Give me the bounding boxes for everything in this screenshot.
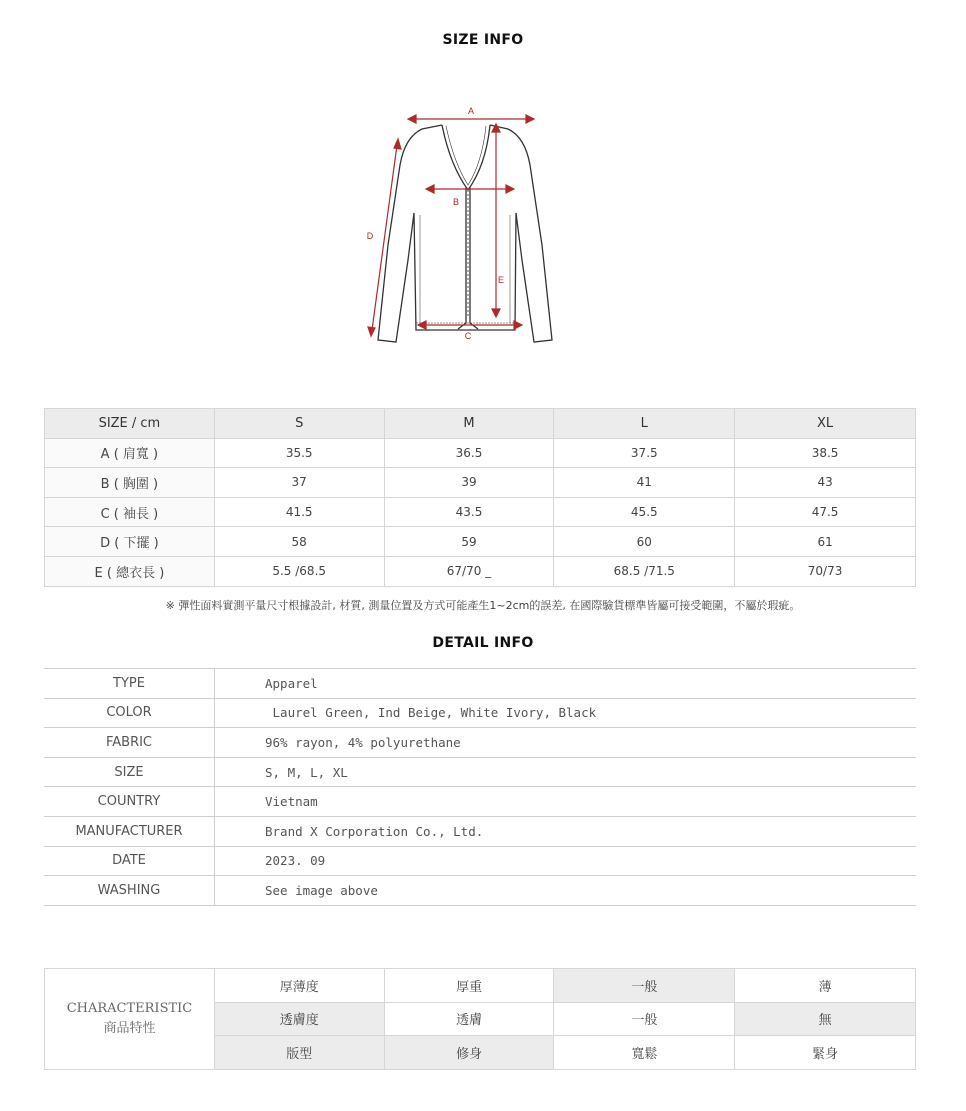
label-d: D <box>366 231 374 241</box>
table-row <box>45 438 916 468</box>
characteristic-table <box>44 968 916 1070</box>
detail-value: S, M, L, XL <box>215 757 917 787</box>
characteristic-name: 版型 <box>214 1036 384 1070</box>
detail-key: DATE <box>44 846 215 876</box>
table-cell: 61 <box>735 527 916 557</box>
table-row <box>45 497 916 527</box>
detail-key: SIZE <box>44 757 215 787</box>
characteristic-option: 緊身 <box>735 1036 916 1070</box>
detail-value: Laurel Green, Ind Beige, White Ivory, Black <box>215 698 917 728</box>
detail-value: Vietnam <box>215 787 917 817</box>
table-cell: 41.5 <box>214 497 384 527</box>
row-label: E ( 總衣長 ) <box>45 556 215 586</box>
detail-key: FABRIC <box>44 728 215 758</box>
characteristic-option-selected: 一般 <box>554 969 735 1003</box>
diagram-labels <box>367 106 504 341</box>
table-cell: 5.5 /68.5 <box>214 556 384 586</box>
characteristic-option-selected: 修身 <box>384 1036 554 1070</box>
label-a: A <box>467 106 475 116</box>
characteristic-option: 薄 <box>735 969 916 1003</box>
characteristic-label <box>45 969 215 1070</box>
characteristic-option: 一般 <box>554 1002 735 1036</box>
detail-value: Apparel <box>215 669 917 699</box>
table-cell: 70/73 <box>735 556 916 586</box>
detail-value: 2023. 09 <box>215 846 917 876</box>
characteristic-label-en: CHARACTERISTIC <box>66 1000 193 1016</box>
table-cell: 43.5 <box>384 497 554 527</box>
detail-key: TYPE <box>44 669 215 699</box>
header-cell: S <box>214 409 384 439</box>
detail-row-washing <box>44 876 916 906</box>
table-cell: 68.5 /71.5 <box>554 556 735 586</box>
label-b: B <box>452 197 460 207</box>
table-cell: 59 <box>384 527 554 557</box>
detail-row-type <box>44 669 916 699</box>
table-cell: 37.5 <box>554 438 735 468</box>
characteristic-label-zh: 商品特性 <box>103 1020 156 1036</box>
detail-row-manufacturer <box>44 816 916 846</box>
characteristic-option: 厚重 <box>384 969 554 1003</box>
table-row <box>45 468 916 498</box>
characteristic-option-selected: 無 <box>735 1002 916 1036</box>
table-cell: 37 <box>214 468 384 498</box>
table-cell: 38.5 <box>735 438 916 468</box>
detail-row-size <box>44 757 916 787</box>
detail-value: See image above <box>215 876 917 906</box>
characteristic-name: 透膚度 <box>214 1002 384 1036</box>
detail-table <box>44 668 916 906</box>
label-e: E <box>497 275 505 285</box>
row-label: D ( 下擺 ) <box>45 527 215 557</box>
table-cell: 35.5 <box>214 438 384 468</box>
row-label: A ( 肩寬 ) <box>45 438 215 468</box>
table-row <box>45 556 916 586</box>
characteristic-option: 透膚 <box>384 1002 554 1036</box>
characteristic-name: 厚薄度 <box>214 969 384 1003</box>
detail-row-country <box>44 787 916 817</box>
table-cell: 39 <box>384 468 554 498</box>
header-cell: XL <box>735 409 916 439</box>
header-cell: M <box>384 409 554 439</box>
detail-key: WASHING <box>44 876 215 906</box>
table-cell: 45.5 <box>554 497 735 527</box>
table-row <box>45 527 916 557</box>
detail-value: Brand X Corporation Co., Ltd. <box>215 816 917 846</box>
table-cell: 60 <box>554 527 735 557</box>
size-table-header <box>45 409 916 439</box>
table-cell: 47.5 <box>735 497 916 527</box>
table-cell: 58 <box>214 527 384 557</box>
characteristic-option: 寬鬆 <box>554 1036 735 1070</box>
detail-info-title: DETAIL INFO <box>432 635 534 651</box>
detail-key: COLOR <box>44 698 215 728</box>
label-c: C <box>464 331 472 341</box>
table-cell: 43 <box>735 468 916 498</box>
row-label: B ( 胸圍 ) <box>45 468 215 498</box>
cardigan-measurement-diagram <box>350 95 580 355</box>
header-cell: SIZE / cm <box>45 409 215 439</box>
table-cell: 67/70 _ <box>384 556 554 586</box>
size-info-title: SIZE INFO <box>442 32 524 48</box>
table-cell: 41 <box>554 468 735 498</box>
size-table <box>44 408 916 587</box>
characteristic-row-thickness <box>45 969 916 1003</box>
detail-key: COUNTRY <box>44 787 215 817</box>
table-cell: 36.5 <box>384 438 554 468</box>
detail-row-color <box>44 698 916 728</box>
measurement-arrows <box>368 115 534 336</box>
detail-value: 96% rayon, 4% polyurethane <box>215 728 917 758</box>
detail-row-fabric <box>44 728 916 758</box>
detail-key: MANUFACTURER <box>44 816 215 846</box>
header-cell: L <box>554 409 735 439</box>
measurement-note: ※ 彈性面料實測平量尺寸根據設計, 材質, 測量位置及方式可能產生1~2cm的誤差, 在國際驗貨標準皆屬可接受範圍，不屬於瑕疵。 <box>165 599 801 612</box>
row-label: C ( 袖長 ) <box>45 497 215 527</box>
cardigan-outline <box>378 125 552 342</box>
detail-row-date <box>44 846 916 876</box>
